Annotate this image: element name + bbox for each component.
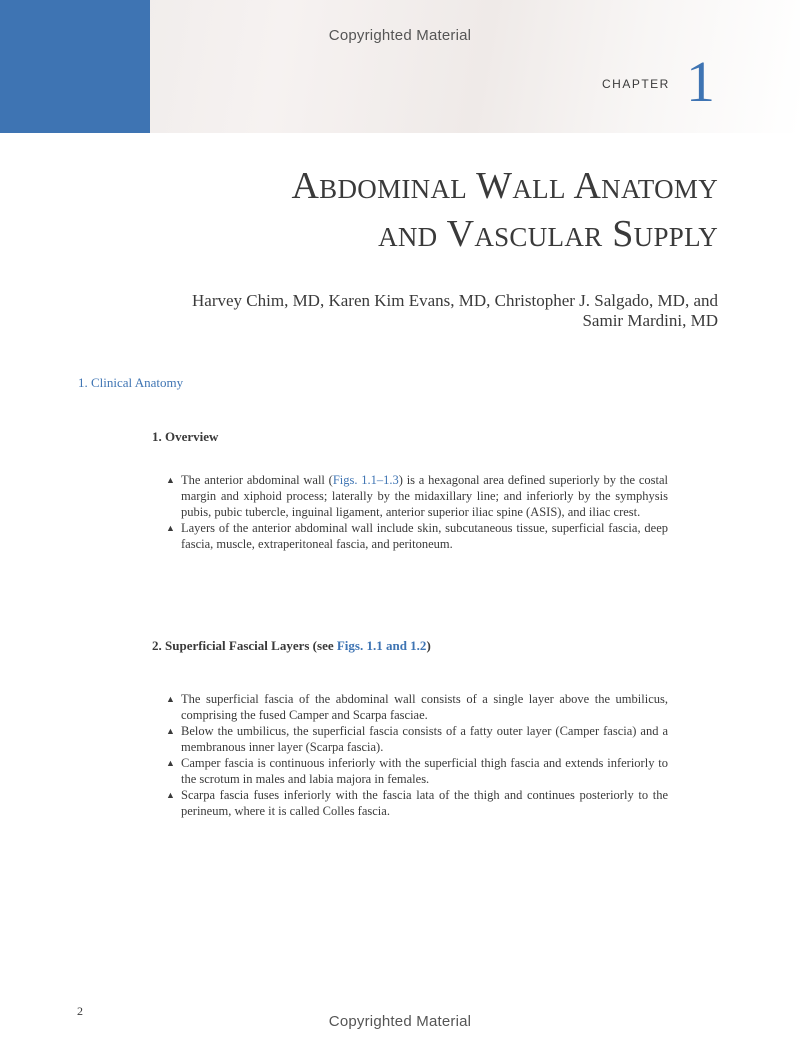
chapter-color-block (0, 0, 150, 133)
chapter-number: 1 (686, 49, 715, 114)
triangle-bullet-icon: ▲ (166, 475, 175, 485)
authors-line-1: Harvey Chim, MD, Karen Kim Evans, MD, Christopher J. Salgado, MD, and (192, 291, 718, 310)
authors-line-2: Samir Mardini, MD (582, 311, 718, 330)
chapter-title (118, 162, 718, 258)
authors (118, 291, 718, 331)
overview-bullet-list (166, 472, 668, 552)
chapter-title-line-1: Abdominal Wall Anatomy (291, 165, 718, 207)
page-number: 2 (77, 1004, 83, 1018)
watermark-top: Copyrighted Material (328, 27, 472, 44)
chapter-label: CHAPTER (602, 77, 670, 91)
list-item: ▲ The anterior abdominal wall (Figs. 1.1–1.3) is a hexagonal area defined superiorly by the costal margin and xiphoid process; laterally by the midaxillary line; and inferiorly by the symphysis pubis, pubic tubercle, inguinal ligament, anterior superior iliac spine (ASIS), and iliac crest. (166, 473, 668, 519)
list-item: ▲ Layers of the anterior abdominal wall include skin, subcutaneous tissue, superficial fascia, deep fascia, muscle, extraperitoneal fascia, and peritoneum. (166, 521, 668, 551)
triangle-bullet-icon: ▲ (166, 758, 175, 768)
subsection-heading-superficial-fascial-layers: 2. Superficial Fascial Layers (see Figs. 1.1 and 1.2) (152, 638, 431, 653)
list-item: ▲ Scarpa fascia fuses inferiorly with the fascia lata of the thigh and continues posteriorly to the perineum, where it is called Colles fascia. (166, 788, 668, 818)
triangle-bullet-icon: ▲ (166, 694, 175, 704)
watermark-bottom: Copyrighted Material (328, 1013, 472, 1030)
chapter-title-line-2: and Vascular Supply (378, 213, 718, 255)
triangle-bullet-icon: ▲ (166, 726, 175, 736)
superficial-bullet-list (166, 691, 668, 819)
triangle-bullet-icon: ▲ (166, 790, 175, 800)
section-heading-clinical-anatomy: 1. Clinical Anatomy (78, 375, 184, 390)
list-item: ▲ The superficial fascia of the abdominal wall consists of a single layer above the umbilicus, comprising the fused Camper and Scarpa fasciae. (166, 692, 668, 722)
triangle-bullet-icon: ▲ (166, 523, 175, 533)
list-item: ▲ Below the umbilicus, the superficial fascia consists of a fatty outer layer (Camper fascia) and a membranous inner layer (Scarpa fascia). (166, 724, 668, 754)
list-item: ▲ Camper fascia is continuous inferiorly with the superficial thigh fascia and extends inferiorly to the scrotum in males and labia majora in females. (166, 756, 668, 786)
figure-reference-link[interactable]: Figs. 1.1 and 1.2 (336, 638, 427, 653)
figure-reference-link[interactable]: Figs. 1.1–1.3 (332, 473, 399, 487)
subsection-heading-overview: 1. Overview (152, 429, 219, 444)
